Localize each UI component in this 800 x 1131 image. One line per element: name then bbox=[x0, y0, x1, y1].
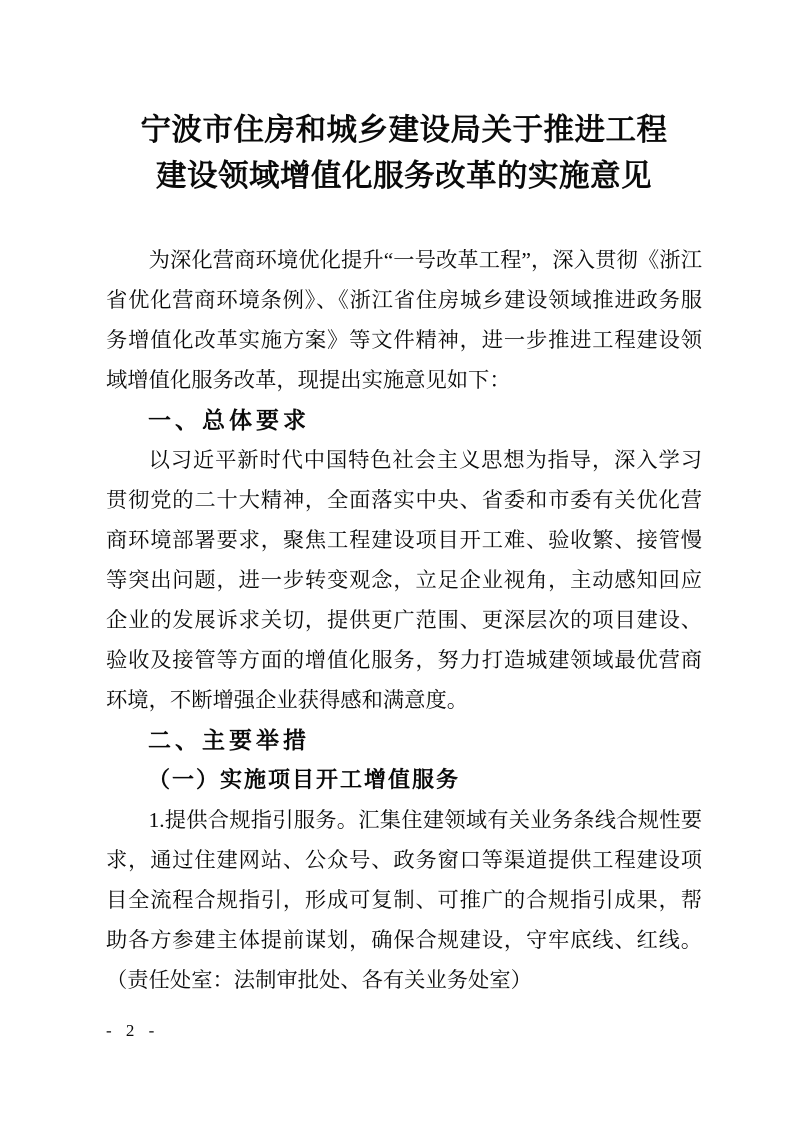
document-title-line-2: 建设领域增值化服务改革的实施意见 bbox=[156, 159, 652, 193]
section-2-subsection-1-heading: （一）实施项目开工增值服务 bbox=[148, 767, 461, 792]
intro-paragraph: 为深化营商环境优化提升“一号改革工程”，深入贯彻《浙江省优化营商环境条例》、《浙江省住房城乡建设领域推进政务服务增值化改革实施方案》等文件精神，进一步推进工程建设领域增值化服务改革，现提出实施意见如下： bbox=[106, 248, 702, 392]
page-number: - 2 - bbox=[106, 1021, 160, 1040]
section-2-heading: 二、主要举措 bbox=[148, 727, 310, 753]
section-2-subsection-1-item-1: 1.提供合规指引服务。汇集住建领域有关业务条线合规性要求，通过住建网站、公众号、政务窗口等渠道提供工程建设项目全流程合规指引，形成可复制、可推广的合规指引成果，帮助各方参建主体提前谋划，确保合规建设，守牢底线、红线。（责任处室：法制审批处、各有关业务处室） bbox=[106, 808, 702, 992]
document-title-line-1: 宁波市住房和城乡建设局关于推进工程 bbox=[140, 113, 668, 147]
document-content bbox=[106, 0, 702, 1000]
section-1-heading: 一、总体要求 bbox=[148, 407, 310, 433]
section-1-body: 以习近平新时代中国特色社会主义思想为指导，深入学习贯彻党的二十大精神，全面落实中央、省委和市委有关优化营商环境部署要求，聚焦工程建设项目开工难、验收繁、接管慢等突出问题，进一步转变观念，立足企业视角，主动感知回应企业的发展诉求关切，提供更广范围、更深层次的项目建设、验收及接管等方面的增值化服务，努力打造城建领域最优营商环境，不断增强企业获得感和满意度。 bbox=[106, 448, 702, 712]
document-title bbox=[106, 107, 702, 199]
